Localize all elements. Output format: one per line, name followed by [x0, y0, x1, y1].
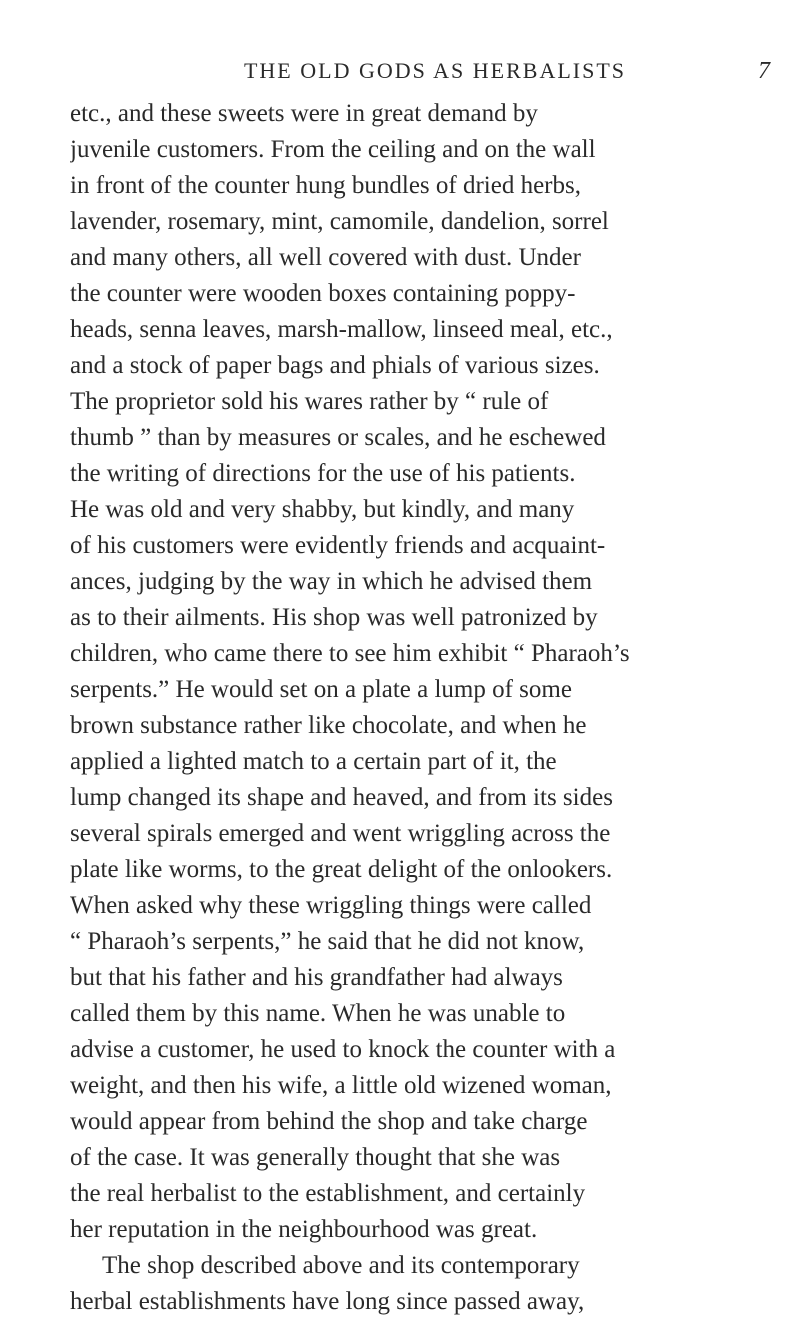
text-line: her reputation in the neighbourhood was great. [70, 1216, 538, 1243]
text-line: The shop described above and its contemporary [102, 1252, 580, 1279]
page-number: 7 [758, 58, 770, 84]
text-line: lump changed its shape and heaved, and from its sides [70, 784, 613, 811]
body-text [70, 96, 760, 1320]
text-line: several spirals emerged and went wriggling across the [70, 820, 611, 847]
text-line: ances, judging by the way in which he advised them [70, 568, 593, 595]
text-line: He was old and very shabby, but kindly, and many [70, 496, 575, 523]
text-line: lavender, rosemary, mint, camomile, dandelion, sorrel [70, 208, 609, 235]
text-line: When asked why these wriggling things were called [70, 892, 592, 919]
text-line: brown substance rather like chocolate, and when he [70, 712, 587, 739]
text-line: The proprietor sold his wares rather by “ rule of [70, 388, 549, 415]
text-line: the real herbalist to the establishment, and certainly [70, 1180, 586, 1207]
text-line: juvenile customers. From the ceiling and on the wall [70, 136, 596, 163]
text-line: children, who came there to see him exhibit “ Pharaoh’s [70, 640, 630, 667]
text-line: called them by this name. When he was unable to [70, 1000, 566, 1027]
text-line: the writing of directions for the use of his patients. [70, 460, 576, 487]
text-line: serpents.” He would set on a plate a lump of some [70, 676, 572, 703]
text-line: but that his father and his grandfather had always [70, 964, 563, 991]
text-line: plate like worms, to the great delight of the onlookers. [70, 856, 613, 883]
text-line: etc., and these sweets were in great demand by [70, 100, 538, 127]
text-line: applied a lighted match to a certain part of it, the [70, 748, 557, 775]
running-title: THE OLD GODS AS HERBALISTS [243, 58, 627, 83]
text-line: the counter were wooden boxes containing poppy- [70, 280, 576, 307]
text-line: of the case. It was generally thought that she was [70, 1144, 561, 1171]
text-line: advise a customer, he used to knock the counter with a [70, 1036, 616, 1063]
text-line: would appear from behind the shop and take charge [70, 1108, 588, 1135]
text-line: herbal establishments have long since passed away, [70, 1288, 585, 1315]
text-line: as to their ailments. His shop was well patronized by [70, 604, 598, 631]
text-line: heads, senna leaves, marsh-mallow, linseed meal, etc., [70, 316, 613, 343]
text-line: “ Pharaoh’s serpents,” he said that he did not know, [70, 928, 585, 955]
text-line: weight, and then his wife, a little old wizened woman, [70, 1072, 612, 1099]
text-line: and many others, all well covered with dust. Under [70, 244, 581, 271]
text-line: thumb ” than by measures or scales, and he eschewed [70, 424, 606, 451]
text-line: of his customers were evidently friends and acquaint- [70, 532, 606, 559]
text-line: in front of the counter hung bundles of dried herbs, [70, 172, 581, 199]
text-line: and a stock of paper bags and phials of various sizes. [70, 352, 600, 379]
